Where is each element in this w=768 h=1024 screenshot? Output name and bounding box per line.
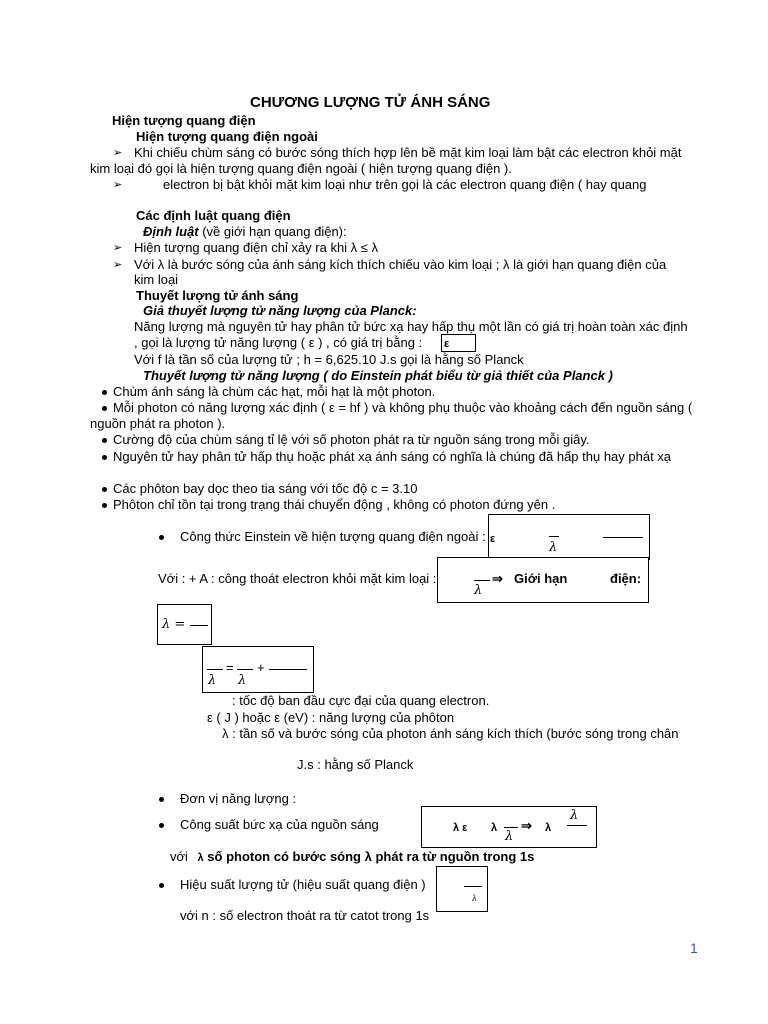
paragraph-line: Khi chiếu chùm sáng có bước sóng thích hợp lên bề mặt kim loại làm bật các electron khỏi mặt [134,145,682,160]
bullet-dot-icon [102,438,107,443]
formula-symbol: ε [444,338,450,350]
formula-box-limit [437,557,649,603]
fraction-line [567,825,587,826]
power-label: Công suất bức xạ của nguồn sáng [180,817,379,832]
arrow-bullet-icon: ➢ [113,242,123,254]
paragraph-line: Năng lượng mà nguyên tử hay phân tử bức xạ hay hấp thụ một lần có giá trị hoàn toàn xác định [134,319,688,334]
einstein-formula-label: Công thức Einstein về hiện tượng quang điện ngoài : [180,529,486,544]
formula-symbol: λ [491,822,498,834]
law-bullet: Hiện tượng quang điện chỉ xảy ra khi λ ≤ λ [134,240,379,255]
page-title: CHƯƠNG LƯỢNG TỬ ÁNH SÁNG [250,94,491,111]
equals-sign: = [226,660,234,675]
einstein-theory-heading: Thuyết lượng tử năng lượng ( do Einstein phát biểu từ giả thiết của Planck ) [143,368,613,383]
fraction-line [207,669,223,670]
lambda-symbol: λ [472,894,478,903]
bullet-text: Các phôton bay dọc theo tia sáng với tốc độ c = 3.10 [113,481,418,496]
law-line [143,224,347,240]
formula-box-energy [441,334,476,352]
fraction-line [504,827,518,828]
formula-symbol: λ [545,822,552,834]
arrow-bullet-icon: ➢ [113,179,123,191]
bullet-dot-icon [159,823,164,828]
page-number: 1 [690,940,698,956]
lambda-symbol: λ [208,673,217,688]
bullet-text: Nguyên tử hay phân tử hấp thụ hoặc phát xạ ánh sáng có nghĩa là chúng đã hấp thụ hay phát xạ [113,449,672,464]
bullet-text: Mỗi photon có năng lượng xác định ( ε = hf ) và không phụ thuộc vào khoảng cách đến nguồn sáng ( [113,400,693,415]
photon-count-def: số photon có bước sóng λ phát ra từ nguồn trong 1s [207,849,535,864]
lambda-def: λ : tần số và bước sóng của photon ánh sáng kích thích (bước sóng trong chân [222,726,679,741]
energy-unit-def: ε ( J ) hoặc ε (eV) : năng lượng của phôton [207,710,455,725]
paragraph-line: kim loại đó gọi là hiện tượng quang điện ngoài ( hiện tượng quang điện ). [90,161,512,176]
planck-hypothesis-heading: Giả thuyết lượng tử năng lượng của Planck: [143,303,417,318]
section-heading-quantum-theory: Thuyết lượng tử ánh sáng [136,288,299,303]
bullet-dot-icon [102,390,107,395]
fraction-line [464,886,482,887]
bullet-dot-icon [102,503,107,508]
bullet-dot-icon [102,487,107,492]
formula-symbol: ε [490,533,496,545]
formula-box-power [421,806,597,848]
velocity-def: : tốc độ ban đầu cực đại của quang electron. [232,693,490,708]
formula-box-einstein-expanded [202,646,314,693]
formula-box-lambda-limit [157,604,212,645]
fraction-line [549,536,559,537]
plus-sign: + [257,660,265,675]
paragraph-line: , gọi là lượng tử năng lượng ( ε ) , có giá trị bằng : [134,335,423,350]
work-function-text: Với : + A : công thoát electron khỏi mặt kim loại : [158,571,437,586]
formula-box-einstein [488,514,650,560]
bullet-dot-icon [102,406,107,411]
fraction-line [237,669,253,670]
planck-def: J.s : hằng số Planck [297,757,414,772]
lambda-eq-symbol: λ = [162,617,186,632]
electron-count-def: với n : số electron thoát ra từ catot trong 1s [180,908,430,923]
bullet-dot-icon [159,797,164,802]
subheading-external-effect: Hiện tượng quang điện ngoài [136,129,318,144]
lambda-symbol: λ [505,829,514,844]
limit-label: Giới hạn [514,571,568,586]
implies-arrow-icon: ⇒ [521,818,532,833]
paragraph-line: electron bị bật khỏi mặt kim loại như trên gọi là các electron quang điện ( hay quang [163,177,647,192]
formula-symbol: λ ε [453,822,468,834]
bullet-text: Cường độ của chùm sáng tỉ lệ với số photon phát ra từ nguồn sáng trong mỗi giây. [113,432,590,447]
bullet-text: Chùm ánh sáng là chùm các hạt, mỗi hạt là một photon. [113,384,436,399]
with-prefix: với [170,849,188,864]
fraction-line [474,580,490,581]
efficiency-label: Hiệu suất lượng tử (hiệu suất quang điện ) [180,877,426,892]
law-label: Định luật [143,224,199,239]
bullet-text-cont: nguồn phát ra photon ). [90,416,226,431]
fraction-line [190,625,208,626]
energy-unit-label: Đơn vị năng lượng : [180,791,297,806]
arrow-bullet-icon: ➢ [113,259,123,271]
formula-box-efficiency [436,866,488,912]
section-heading-laws: Các định luật quang điện [136,208,291,223]
implies-arrow-icon: ⇒ [492,571,503,586]
lambda-symbol: λ [570,808,579,823]
lambda-symbol: λ [474,583,483,598]
limit-label-end: điện: [610,571,642,586]
photon-count-line [170,849,534,866]
bullet-dot-icon [159,535,164,540]
bullet-dot-icon [159,883,164,888]
lambda-symbol: λ [238,673,247,688]
law-bullet-cont: kim loại [134,272,179,287]
bullet-text: Phôton chỉ tồn tại trong trạng thái chuyển động , không có photon đứng yên . [113,497,556,512]
lambda-symbol: λ [549,540,558,555]
fraction-line [269,669,307,670]
law-bullet: Với λ là bước sóng của ánh sáng kích thích chiếu vào kim loại ; λ là giới hạn quang điện của [134,257,667,272]
paragraph-line: Với f là tần số của lượng tử ; h = 6,625.10 J.s gọi là hằng số Planck [134,352,524,367]
lambda-symbol: λ [197,852,204,864]
fraction-line [603,537,643,538]
law-rest: (về giới hạn quang điện): [198,224,347,239]
bullet-dot-icon [102,455,107,460]
section-heading-photoelectric: Hiện tượng quang điện [112,113,256,128]
arrow-bullet-icon: ➢ [113,147,123,159]
